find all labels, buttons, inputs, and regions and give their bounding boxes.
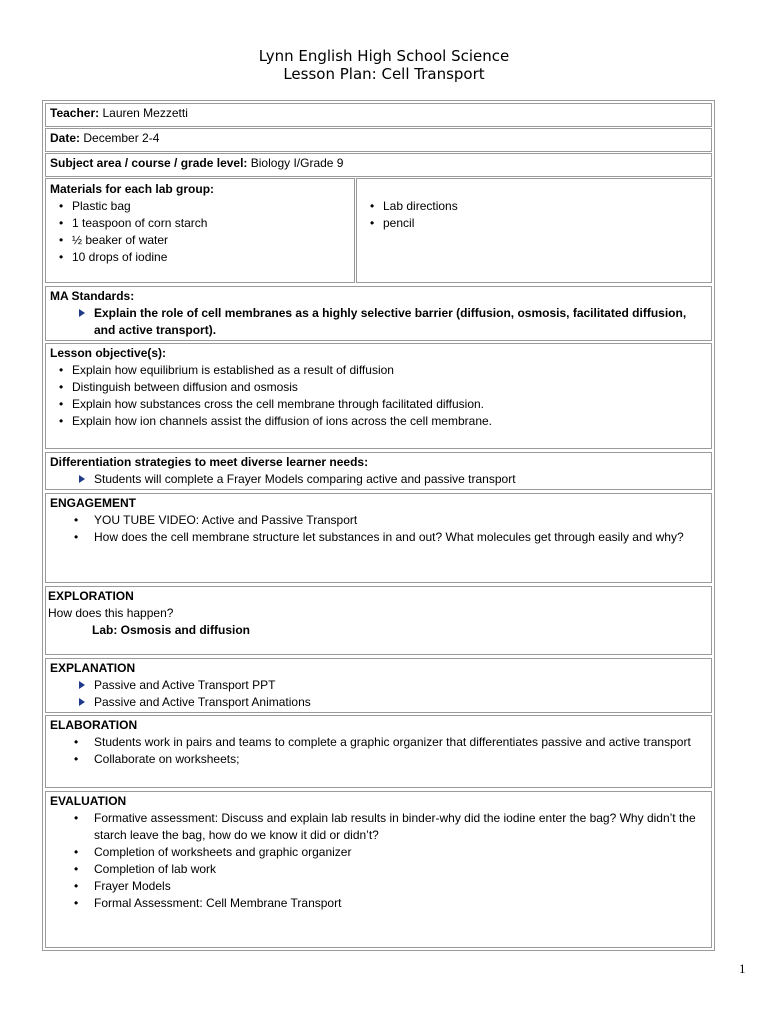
school-title: Lynn English High School Science — [258, 47, 510, 65]
arrow-bullet-icon — [79, 309, 85, 317]
subject-row — [45, 153, 712, 177]
bullet-icon: • — [59, 233, 64, 247]
date-label: Date: — [50, 131, 81, 145]
date-value: December 2-4 — [83, 131, 160, 145]
date-row — [45, 128, 712, 152]
list-item: Students will complete a Frayer Models comparing active and passive transport — [50, 471, 707, 488]
arrow-bullet-icon — [79, 475, 85, 483]
exploration-question: How does this happen? — [48, 606, 174, 620]
list-item: • 1 teaspoon of corn starch — [59, 216, 208, 230]
list-item: • Lab directions — [370, 199, 458, 213]
elaboration-row — [45, 715, 712, 788]
bullet-icon: • — [59, 397, 64, 411]
bullet-icon: • — [74, 896, 79, 910]
evaluation-row — [45, 791, 712, 948]
list-item: Passive and Active Transport Animations — [50, 694, 707, 711]
bullet-icon: • — [74, 735, 79, 749]
exploration-label: EXPLORATION — [48, 589, 134, 603]
bullet-icon: • — [74, 513, 79, 527]
list-item: • Collaborate on worksheets; — [74, 752, 240, 766]
materials-label: Materials for each lab group: — [50, 182, 215, 196]
list-item: • How does the cell membrane structure let substances in and out? What molecules get through easily and why? — [74, 530, 684, 544]
bullet-icon: • — [370, 216, 375, 230]
elaboration-label: ELABORATION — [50, 718, 138, 732]
objectives-row — [45, 343, 712, 449]
engagement-row — [45, 493, 712, 583]
arrow-bullet-icon — [79, 681, 85, 689]
bullet-icon: • — [59, 363, 64, 377]
subject-value: Biology I/Grade 9 — [250, 156, 344, 170]
list-item: • Plastic bag — [59, 199, 131, 213]
teacher-label: Teacher: — [50, 106, 100, 120]
list-item: Explain the role of cell membranes as a highly selective barrier (diffusion, osmosis, facilitated diffusion, and active transport). — [50, 305, 707, 339]
list-item: • Completion of lab work — [74, 862, 217, 876]
teacher-row — [45, 103, 712, 127]
bullet-icon: • — [74, 879, 79, 893]
list-item: • Formal Assessment: Cell Membrane Transport — [74, 896, 342, 910]
arrow-bullet-icon — [79, 698, 85, 706]
bullet-icon: • — [74, 845, 79, 859]
bullet-icon: • — [59, 380, 64, 394]
engagement-label: ENGAGEMENT — [50, 496, 137, 510]
bullet-icon: • — [74, 811, 79, 825]
bullet-icon: • — [74, 862, 79, 876]
materials-right-cell — [356, 178, 712, 283]
list-item: • Explain how substances cross the cell membrane through facilitated diffusion. — [59, 397, 485, 411]
list-item: • Explain how equilibrium is established as a result of diffusion — [59, 363, 394, 377]
explanation-row — [45, 658, 712, 713]
exploration-row — [45, 586, 712, 655]
list-item: • 10 drops of iodine — [59, 250, 168, 264]
list-item: Passive and Active Transport PPT — [50, 677, 707, 694]
evaluation-label: EVALUATION — [50, 794, 127, 808]
objectives-label: Lesson objective(s): — [50, 346, 167, 360]
list-item: • Completion of worksheets and graphic organizer — [74, 845, 352, 859]
bullet-icon: • — [59, 216, 64, 230]
bullet-icon: • — [74, 752, 79, 766]
list-item: • Frayer Models — [74, 879, 171, 893]
lesson-plan-title: Lesson Plan: Cell Transport — [283, 65, 485, 83]
bullet-icon: • — [59, 199, 64, 213]
list-item: • pencil — [370, 216, 415, 230]
page-number: 1 — [739, 961, 746, 976]
differentiation-row — [45, 452, 712, 490]
list-item: • Students work in pairs and teams to complete a graphic organizer that differentiates passive and active transport — [74, 735, 691, 749]
list-item: • Distinguish between diffusion and osmosis — [59, 380, 298, 394]
teacher-value: Lauren Mezzetti — [102, 106, 188, 120]
exploration-lab: Lab: Osmosis and diffusion — [92, 623, 251, 637]
subject-label: Subject area / course / grade level: — [50, 156, 248, 170]
explanation-label: EXPLANATION — [50, 661, 136, 675]
bullet-icon: • — [74, 530, 79, 544]
list-item: • ½ beaker of water — [59, 233, 169, 247]
bullet-icon: • — [370, 199, 375, 213]
bullet-icon: • — [59, 414, 64, 428]
differentiation-label: Differentiation strategies to meet diverse learner needs: — [50, 455, 369, 469]
standards-row — [45, 286, 712, 341]
list-item: • YOU TUBE VIDEO: Active and Passive Transport — [74, 513, 358, 527]
materials-left-cell — [45, 178, 355, 283]
list-item: • Explain how ion channels assist the diffusion of ions across the cell membrane. — [59, 414, 493, 428]
list-item: • Formative assessment: Discuss and explain lab results in binder-why did the iodine enter the bag? Why didn’t the starch leave the bag, how do we know it did or didn’t? — [74, 811, 696, 842]
bullet-icon: • — [59, 250, 64, 264]
standards-label: MA Standards: — [50, 289, 135, 303]
